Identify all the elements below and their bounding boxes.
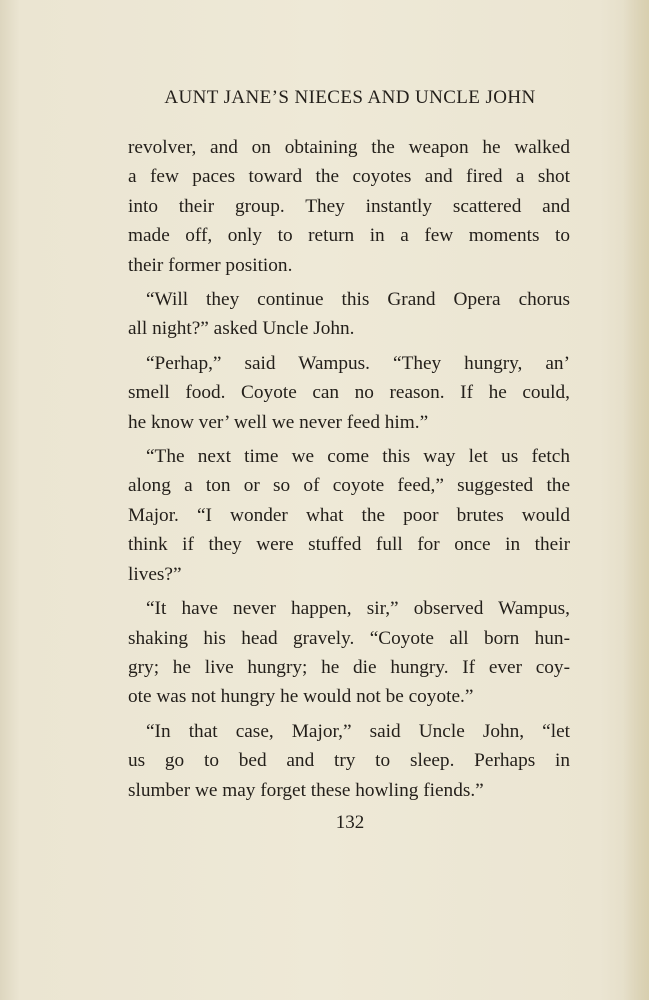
text-line: he know ver’ well we never feed him.”: [128, 411, 429, 433]
text-line: “It have never happen, sir,” observed Wampus,: [146, 598, 570, 620]
text-line: revolver, and on obtaining the weapon he walked: [128, 137, 570, 158]
text-line: lives?”: [128, 563, 182, 585]
text-line: ote was not hungry he would not be coyote.”: [128, 686, 474, 708]
page-number: 132: [335, 812, 365, 833]
text-line: made off, only to return in a few moments to: [128, 225, 570, 247]
text-line: smell food. Coyote can no reason. If he could,: [128, 382, 570, 404]
paragraph-4: [128, 442, 570, 589]
text-line: “Will they continue this Grand Opera chorus: [146, 289, 570, 311]
text-line: into their group. They instantly scattered and: [128, 195, 570, 217]
text-line: Major. “I wonder what the poor brutes would: [128, 504, 570, 526]
text-line: “In that case, Major,” said Uncle John, “let: [146, 720, 570, 742]
text-line: “Perhap,” said Wampus. “They hungry, an’: [146, 352, 570, 374]
text-line: “The next time we come this way let us fetch: [146, 446, 570, 468]
paragraph-2: [128, 285, 570, 344]
text-line: along a ton or so of coyote feed,” suggested the: [128, 475, 570, 497]
text-line: gry; he live hungry; he die hungry. If ever coy-: [128, 656, 570, 678]
text-line: shaking his head gravely. “Coyote all born hun-: [128, 627, 570, 649]
text-line: slumber we may forget these howling fiends.”: [128, 779, 484, 801]
paragraph-1: [128, 133, 570, 280]
paragraph-6: [128, 717, 570, 805]
paragraph-5: [128, 594, 570, 712]
paragraph-3: [128, 349, 570, 437]
text-line: their former position.: [128, 254, 293, 276]
running-head: AUNT JANE’S NIECES AND UNCLE JOHN: [164, 87, 536, 108]
text-line: us go to bed and try to sleep. Perhaps in: [128, 750, 570, 772]
text-line: think if they were stuffed full for once in their: [128, 534, 570, 556]
text-line: a few paces toward the coyotes and fired a shot: [128, 166, 570, 188]
body-text: [128, 133, 570, 810]
text-line: all night?” asked Uncle John.: [128, 318, 355, 340]
